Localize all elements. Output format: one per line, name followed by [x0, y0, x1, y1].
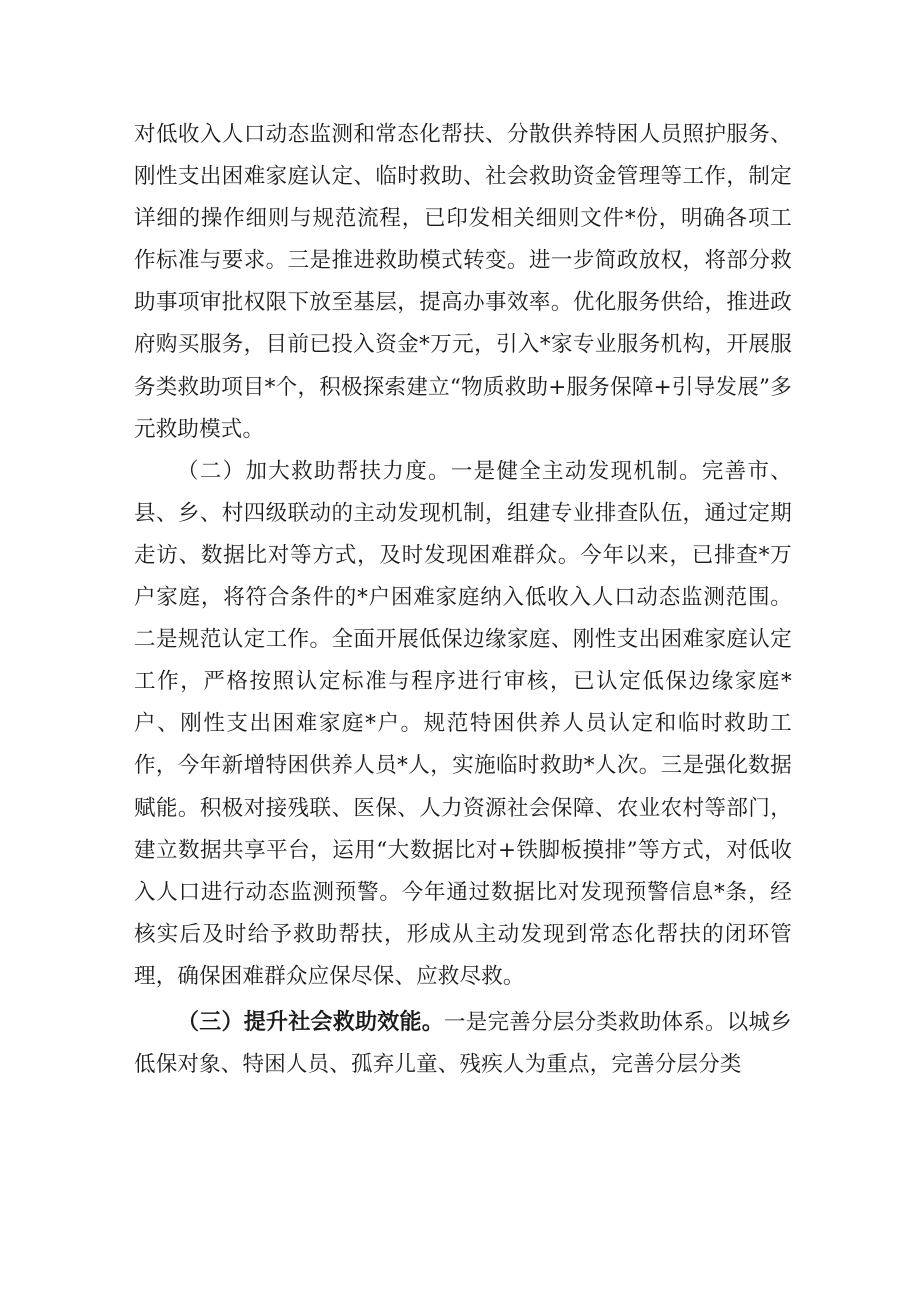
paragraph-1: [134, 114, 792, 451]
paragraph-2: [134, 451, 792, 998]
paragraph-1-text: 对低收入人口动态监测和常态化帮扶、分散供养特困人员照护服务、刚性支出困难家庭认定、临时救助、社会救助资金管理等工作，制定详细的操作细则与规范流程，已印发相关细则文件*份，明确各项工作标准与要求。三是推进救助模式转变。进一步简政放权，将部分救助事项审批权限下放至基层，提高办事效率。优化服务供给，推进政府购买服务，目前已投入资金*万元，引入*家专业服务机构，开展服务类救助项目*个，积极探索建立“物质救助+服务保障+引导发展”多元救助模式。: [134, 122, 792, 442]
paragraph-2-text: （二）加大救助帮扶力度。一是健全主动发现机制。完善市、县、乡、村四级联动的主动发现机制，组建专业排查队伍，通过定期走访、数据比对等方式，及时发现困难群众。今年以来，已排查*万户家庭，将符合条件的*户困难家庭纳入低收入人口动态监测范围。二是规范认定工作。全面开展低保边缘家庭、刚性支出困难家庭认定工作，严格按照认定标准与程序进行审核，已认定低保边缘家庭*户、刚性支出困难家庭*户。规范特困供养人员认定和临时救助工作，今年新增特困供养人员*人，实施临时救助*人次。三是强化数据赋能。积极对接残联、医保、人力资源社会保障、农业农村等部门，建立数据共享平台，运用“大数据比对+铁脚板摸排”等方式，对低收入人口进行动态监测预警。今年通过数据比对发现预警信息*条，经核实后及时给予救助帮扶，形成从主动发现到常态化帮扶的闭环管理，确保困难群众应保尽保、应救尽救。: [134, 458, 792, 989]
paragraph-3: [134, 1002, 792, 1086]
paragraph-3-text: 一是完善分层分类救助体系。以城乡低保对象、特困人员、孤弃儿童、残疾人为重点，完善分层分类: [134, 1009, 793, 1078]
document-body: [134, 114, 792, 1086]
section-heading: （三）提升社会救助效能。: [177, 1009, 445, 1035]
